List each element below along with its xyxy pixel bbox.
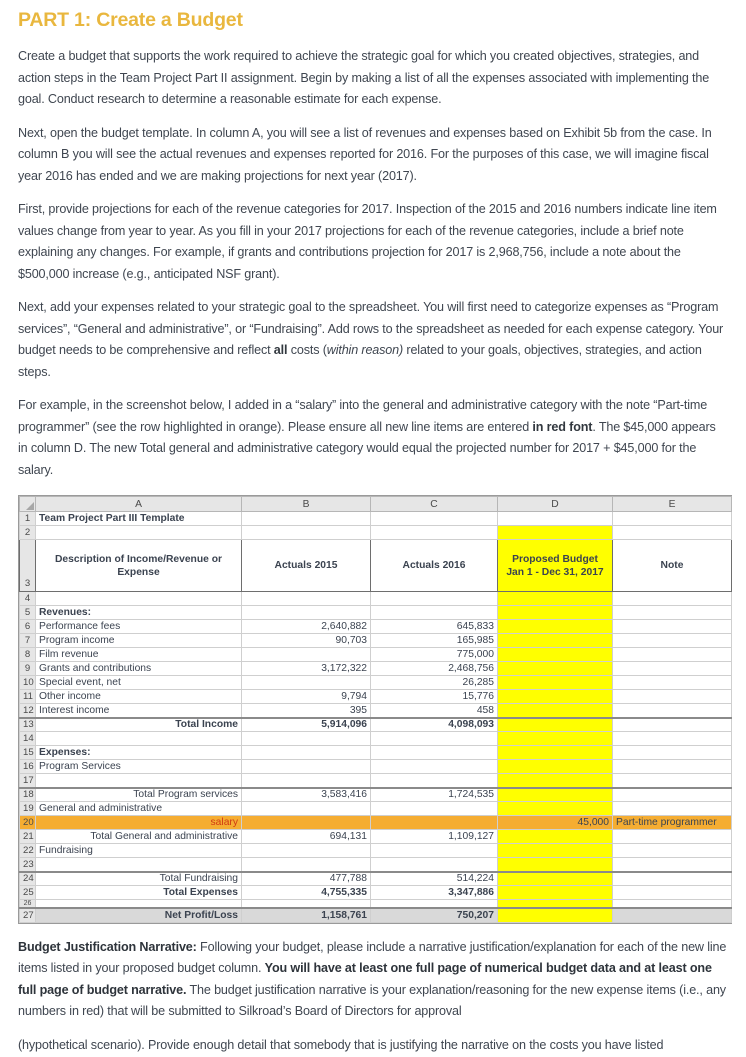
- cell-b5[interactable]: [242, 606, 371, 620]
- cell-a11-other-income[interactable]: Other income: [36, 690, 242, 704]
- cell-e25[interactable]: [613, 886, 732, 900]
- sheet-row-18-total-program-services: [20, 788, 732, 802]
- sheet-row-23: [20, 858, 732, 872]
- sheet-row-1: [20, 512, 732, 526]
- select-all-corner[interactable]: [20, 497, 36, 512]
- row-number-3[interactable]: 3: [20, 540, 36, 592]
- sheet-row-19: [20, 802, 732, 816]
- cell-b7[interactable]: 90,703: [242, 634, 371, 648]
- cell-b15[interactable]: [242, 746, 371, 760]
- cell-d23[interactable]: [498, 858, 613, 872]
- cell-e8[interactable]: [613, 648, 732, 662]
- cell-b14[interactable]: [242, 732, 371, 746]
- paragraph-5-part1: For example, in the screenshot below, I added in a “salary” into the general and administrative category with the note “Part-time programmer” (see the row highlighted in orange). Please ensure all new line items are entered: [18, 398, 708, 434]
- cell-b12[interactable]: 395: [242, 704, 371, 718]
- paragraph-1: Create a budget that supports the work required to achieve the strategic goal for which you created objectives, strategies, and action steps in the Team Project Part II assignment. Begin by making a list of all the expenses associated with implementing the goal. Conduct research to determine a reasonable estimate for each expense.: [18, 49, 710, 106]
- sheet-row-10: [20, 676, 732, 690]
- cell-b10[interactable]: [242, 676, 371, 690]
- budget-justification-narrative: [18, 937, 728, 1023]
- cell-c17[interactable]: [371, 774, 498, 788]
- cell-e5[interactable]: [613, 606, 732, 620]
- row-number-9[interactable]: 9: [20, 662, 36, 676]
- budget-spreadsheet: [19, 496, 732, 923]
- cell-c12[interactable]: 458: [371, 704, 498, 718]
- cell-e24[interactable]: [613, 872, 732, 886]
- cell-a2[interactable]: [36, 526, 242, 540]
- cell-e7[interactable]: [613, 634, 732, 648]
- sheet-row-12: [20, 704, 732, 718]
- cell-b19[interactable]: [242, 802, 371, 816]
- cell-a26[interactable]: [36, 900, 242, 909]
- column-header-c[interactable]: C: [371, 497, 498, 512]
- cell-e4[interactable]: [613, 592, 732, 606]
- row-number-18[interactable]: 18: [20, 788, 36, 802]
- cell-c7[interactable]: 165,985: [371, 634, 498, 648]
- cell-a21-total-general-administrative-label[interactable]: Total General and administrative: [36, 830, 242, 844]
- page-title: PART 1: Create a Budget: [18, 9, 243, 31]
- column-header-b[interactable]: B: [242, 497, 371, 512]
- cell-d21[interactable]: [498, 830, 613, 844]
- cell-e17[interactable]: [613, 774, 732, 788]
- row-number-11[interactable]: 11: [20, 690, 36, 704]
- sheet-row-25-total-expenses: [20, 886, 732, 900]
- row-number-7[interactable]: 7: [20, 634, 36, 648]
- row-number-5[interactable]: 5: [20, 606, 36, 620]
- cell-d6[interactable]: [498, 620, 613, 634]
- cell-a17[interactable]: [36, 774, 242, 788]
- cell-e13[interactable]: [613, 718, 732, 732]
- cell-b6[interactable]: 2,640,882: [242, 620, 371, 634]
- cell-c1[interactable]: [371, 512, 498, 526]
- cell-b8[interactable]: [242, 648, 371, 662]
- sheet-row-14: [20, 732, 732, 746]
- cell-c9[interactable]: 2,468,756: [371, 662, 498, 676]
- spreadsheet-screenshot: [18, 495, 732, 924]
- cell-e9[interactable]: [613, 662, 732, 676]
- cell-c16[interactable]: [371, 760, 498, 774]
- cell-d24[interactable]: [498, 872, 613, 886]
- cell-a20-salary[interactable]: salary: [36, 816, 242, 830]
- cell-e19[interactable]: [613, 802, 732, 816]
- cell-e3-header-note[interactable]: Note: [613, 540, 732, 592]
- cell-e11[interactable]: [613, 690, 732, 704]
- column-header-d[interactable]: D: [498, 497, 613, 512]
- paragraph-5-part2: . The $45,000 appears in column D. The new Total general and administrative category would equal the projected number for 2017 + $45,000 for the salary.: [18, 419, 716, 477]
- row-number-15[interactable]: 15: [20, 746, 36, 760]
- cell-a6-performance-fees[interactable]: Performance fees: [36, 620, 242, 634]
- cell-c23[interactable]: [371, 858, 498, 872]
- paragraph-4-part1: Next, add your expenses related to your strategic goal to the spreadsheet. You will first need to categorize expenses as “Program services”, “General and administrative”, or “Fundraising”. Add rows to the spreadsheet as needed for each expense category. Your budget needs to be comprehensive and reflect: [18, 300, 724, 357]
- narrative-part2: The budget justification narrative is your explanation/reasoning for the new expense items (i.e., any numbers in red) that will be submitted to Silkroad’s Board of Directors for approval: [18, 982, 726, 1018]
- proposed-budget-line1: Proposed Budget: [512, 553, 598, 565]
- cell-c25[interactable]: 3,347,886: [371, 886, 498, 900]
- cell-a10-special-event-net[interactable]: Special event, net: [36, 676, 242, 690]
- row-number-4[interactable]: 4: [20, 592, 36, 606]
- sheet-row-3-headers: [20, 540, 732, 592]
- cell-e21[interactable]: [613, 830, 732, 844]
- cell-c5[interactable]: [371, 606, 498, 620]
- column-header-row: [20, 497, 732, 512]
- cell-e27[interactable]: [613, 908, 732, 922]
- cell-b27[interactable]: 1,158,761: [242, 908, 371, 922]
- cell-b20[interactable]: [242, 816, 371, 830]
- cell-b22[interactable]: [242, 844, 371, 858]
- sheet-row-26-collapsed: [20, 900, 732, 909]
- sheet-row-2: [20, 526, 732, 540]
- cell-a15-expenses[interactable]: Expenses:: [36, 746, 242, 760]
- sheet-row-21-total-general-administrative: [20, 830, 732, 844]
- cell-d20-salary-amount[interactable]: 45,000: [498, 816, 613, 830]
- narrative-lead-label: Budget Justification Narrative:: [18, 939, 197, 954]
- sheet-row-11: [20, 690, 732, 704]
- sheet-row-7: [20, 634, 732, 648]
- sheet-row-20-salary-highlighted: [20, 816, 732, 830]
- cell-c3-header-actuals-2016[interactable]: Actuals 2016: [371, 540, 498, 592]
- paragraph-4-part3: related to your goals, objectives, strategies, and action steps.: [18, 343, 702, 379]
- cell-d11[interactable]: [498, 690, 613, 704]
- cell-e26[interactable]: [613, 900, 732, 909]
- cell-a12-interest-income[interactable]: Interest income: [36, 704, 242, 718]
- cell-a18-total-program-services-label[interactable]: Total Program services: [36, 788, 242, 802]
- cell-c6[interactable]: 645,833: [371, 620, 498, 634]
- cell-b26[interactable]: [242, 900, 371, 909]
- cell-a16-program-services[interactable]: Program Services: [36, 760, 242, 774]
- cell-c10[interactable]: 26,285: [371, 676, 498, 690]
- row-number-21[interactable]: 21: [20, 830, 36, 844]
- proposed-budget-line2: Jan 1 - Dec 31, 2017: [506, 566, 604, 578]
- cell-b18[interactable]: 3,583,416: [242, 788, 371, 802]
- cell-c13[interactable]: 4,098,093: [371, 718, 498, 732]
- cell-a23[interactable]: [36, 858, 242, 872]
- sheet-row-5: [20, 606, 732, 620]
- row-number-20[interactable]: 20: [20, 816, 36, 830]
- paragraph-4-part2: costs (: [287, 343, 327, 357]
- row-number-6[interactable]: 6: [20, 620, 36, 634]
- row-number-27[interactable]: 27: [20, 908, 36, 922]
- cell-a13-total-income-label[interactable]: Total Income: [36, 718, 242, 732]
- cell-a19-general-and-administrative[interactable]: General and administrative: [36, 802, 242, 816]
- cell-d27[interactable]: [498, 908, 613, 922]
- paragraph-4: [18, 297, 728, 383]
- narrative-cut-off-line: (hypothetical scenario). Provide enough detail that somebody that is justifying the narrative on the costs you have listed: [18, 1038, 664, 1053]
- cell-a8-film-revenue[interactable]: Film revenue: [36, 648, 242, 662]
- cell-c22[interactable]: [371, 844, 498, 858]
- cell-b2[interactable]: [242, 526, 371, 540]
- cell-c24[interactable]: 514,224: [371, 872, 498, 886]
- column-header-a[interactable]: A: [36, 497, 242, 512]
- cell-c26[interactable]: [371, 900, 498, 909]
- cell-b4[interactable]: [242, 592, 371, 606]
- narrative-bold-requirement: You will have at least one full page of numerical budget data and at least one full page of budget narrative.: [18, 961, 712, 997]
- cell-d13[interactable]: [498, 718, 613, 732]
- cell-a7-program-income[interactable]: Program income: [36, 634, 242, 648]
- paragraph-5: [18, 395, 728, 481]
- sheet-row-4: [20, 592, 732, 606]
- row-number-24[interactable]: 24: [20, 872, 36, 886]
- cell-d26[interactable]: [498, 900, 613, 909]
- row-number-1[interactable]: 1: [20, 512, 36, 526]
- row-number-2[interactable]: 2: [20, 526, 36, 540]
- triangle-icon: [26, 502, 34, 510]
- row-number-14[interactable]: 14: [20, 732, 36, 746]
- cell-d19[interactable]: [498, 802, 613, 816]
- cell-a5-revenues[interactable]: Revenues:: [36, 606, 242, 620]
- cell-a24-total-fundraising-label[interactable]: Total Fundraising: [36, 872, 242, 886]
- cell-c8[interactable]: 775,000: [371, 648, 498, 662]
- cell-d3-header-proposed-budget[interactable]: [498, 540, 613, 592]
- cell-d17[interactable]: [498, 774, 613, 788]
- cell-e16[interactable]: [613, 760, 732, 774]
- paragraph-4-italic-within-reason: within reason): [326, 343, 404, 357]
- cell-b23[interactable]: [242, 858, 371, 872]
- paragraph-2: Next, open the budget template. In column A, you will see a list of revenues and expenses based on Exhibit 5b from the case. In column B you will see the actual revenues and expenses reported for 2016. For the purposes of this case, we will imagine fiscal year 2016 has ended and we are making projections for next year (2017).: [18, 125, 712, 183]
- sheet-row-9: [20, 662, 732, 676]
- cell-c20[interactable]: [371, 816, 498, 830]
- sheet-row-17: [20, 774, 732, 788]
- paragraph-5-bold-red-font: in red font: [532, 419, 593, 434]
- sheet-row-15: [20, 746, 732, 760]
- sheet-row-8: [20, 648, 732, 662]
- cell-b9[interactable]: 3,172,322: [242, 662, 371, 676]
- row-number-8[interactable]: 8: [20, 648, 36, 662]
- cell-d9[interactable]: [498, 662, 613, 676]
- paragraph-3: First, provide projections for each of the revenue categories for 2017. Inspection of the 2015 and 2016 numbers indicate line item values change from year to year. As you fill in your 2017 projections for each of the revenue categories, include a brief note explaining any changes. For example, if grants and contributions projection for 2017 is 2,968,756, include a note about the $500,000 increase (e.g., anticipated NSF grant).: [18, 202, 717, 281]
- cell-c4[interactable]: [371, 592, 498, 606]
- sheet-row-24-total-fundraising: [20, 872, 732, 886]
- sheet-row-16: [20, 760, 732, 774]
- row-number-10[interactable]: 10: [20, 676, 36, 690]
- row-number-13[interactable]: 13: [20, 718, 36, 732]
- cell-d1[interactable]: [498, 512, 613, 526]
- cell-d18[interactable]: [498, 788, 613, 802]
- cell-d16[interactable]: [498, 760, 613, 774]
- cell-d22[interactable]: [498, 844, 613, 858]
- cell-e20-salary-note[interactable]: Part-time programmer: [613, 816, 732, 830]
- cell-b3-header-actuals-2015[interactable]: Actuals 2015: [242, 540, 371, 592]
- cell-c2[interactable]: [371, 526, 498, 540]
- row-number-12[interactable]: 12: [20, 704, 36, 718]
- cell-c27[interactable]: 750,207: [371, 908, 498, 922]
- sheet-row-6: [20, 620, 732, 634]
- cell-c19[interactable]: [371, 802, 498, 816]
- cell-b11[interactable]: 9,794: [242, 690, 371, 704]
- cell-b17[interactable]: [242, 774, 371, 788]
- row-number-26[interactable]: 26: [20, 900, 36, 909]
- column-header-e[interactable]: E: [613, 497, 732, 512]
- cell-e23[interactable]: [613, 858, 732, 872]
- row-number-25[interactable]: 25: [20, 886, 36, 900]
- cell-d2[interactable]: [498, 526, 613, 540]
- row-number-16[interactable]: 16: [20, 760, 36, 774]
- cell-e10[interactable]: [613, 676, 732, 690]
- sheet-row-27-net-profit-loss: [20, 908, 732, 922]
- cell-d12[interactable]: [498, 704, 613, 718]
- cell-a22-fundraising[interactable]: Fundraising: [36, 844, 242, 858]
- cell-e15[interactable]: [613, 746, 732, 760]
- cell-e6[interactable]: [613, 620, 732, 634]
- paragraph-4-bold-all: all: [273, 343, 288, 357]
- cell-e18[interactable]: [613, 788, 732, 802]
- cell-d7[interactable]: [498, 634, 613, 648]
- cell-a3-header-description[interactable]: Description of Income/Revenue or Expense: [36, 540, 242, 592]
- cell-e14[interactable]: [613, 732, 732, 746]
- cell-b1[interactable]: [242, 512, 371, 526]
- cell-d4[interactable]: [498, 592, 613, 606]
- cell-b16[interactable]: [242, 760, 371, 774]
- cell-d14[interactable]: [498, 732, 613, 746]
- cell-c14[interactable]: [371, 732, 498, 746]
- cell-a27-net-profit-loss-label[interactable]: Net Profit/Loss: [36, 908, 242, 922]
- document-page: [0, 6, 746, 1053]
- cell-c21[interactable]: 1,109,127: [371, 830, 498, 844]
- row-number-22[interactable]: 22: [20, 844, 36, 858]
- row-number-19[interactable]: 19: [20, 802, 36, 816]
- cell-c11[interactable]: 15,776: [371, 690, 498, 704]
- row-number-23[interactable]: 23: [20, 858, 36, 872]
- cell-d15[interactable]: [498, 746, 613, 760]
- cell-e2[interactable]: [613, 526, 732, 540]
- sheet-row-13-total-income: [20, 718, 732, 732]
- cell-e22[interactable]: [613, 844, 732, 858]
- cell-b25[interactable]: 4,755,335: [242, 886, 371, 900]
- cell-c18[interactable]: 1,724,535: [371, 788, 498, 802]
- cell-e12[interactable]: [613, 704, 732, 718]
- narrative-part1: Following your budget, please include a narrative justification/explanation for each of the new line items listed in your proposed budget column.: [18, 939, 727, 975]
- cell-a4[interactable]: [36, 592, 242, 606]
- cell-b13[interactable]: 5,914,096: [242, 718, 371, 732]
- row-number-17[interactable]: 17: [20, 774, 36, 788]
- cell-a25-total-expenses-label[interactable]: Total Expenses: [36, 886, 242, 900]
- sheet-row-22: [20, 844, 732, 858]
- cell-d8[interactable]: [498, 648, 613, 662]
- cell-d10[interactable]: [498, 676, 613, 690]
- cell-a14[interactable]: [36, 732, 242, 746]
- cell-b24[interactable]: 477,788: [242, 872, 371, 886]
- cell-d5[interactable]: [498, 606, 613, 620]
- cell-a1[interactable]: Team Project Part III Template: [36, 512, 242, 526]
- cell-a9-grants-and-contributions[interactable]: Grants and contributions: [36, 662, 242, 676]
- cell-c15[interactable]: [371, 746, 498, 760]
- cell-d25[interactable]: [498, 886, 613, 900]
- cell-e1[interactable]: [613, 512, 732, 526]
- cell-b21[interactable]: 694,131: [242, 830, 371, 844]
